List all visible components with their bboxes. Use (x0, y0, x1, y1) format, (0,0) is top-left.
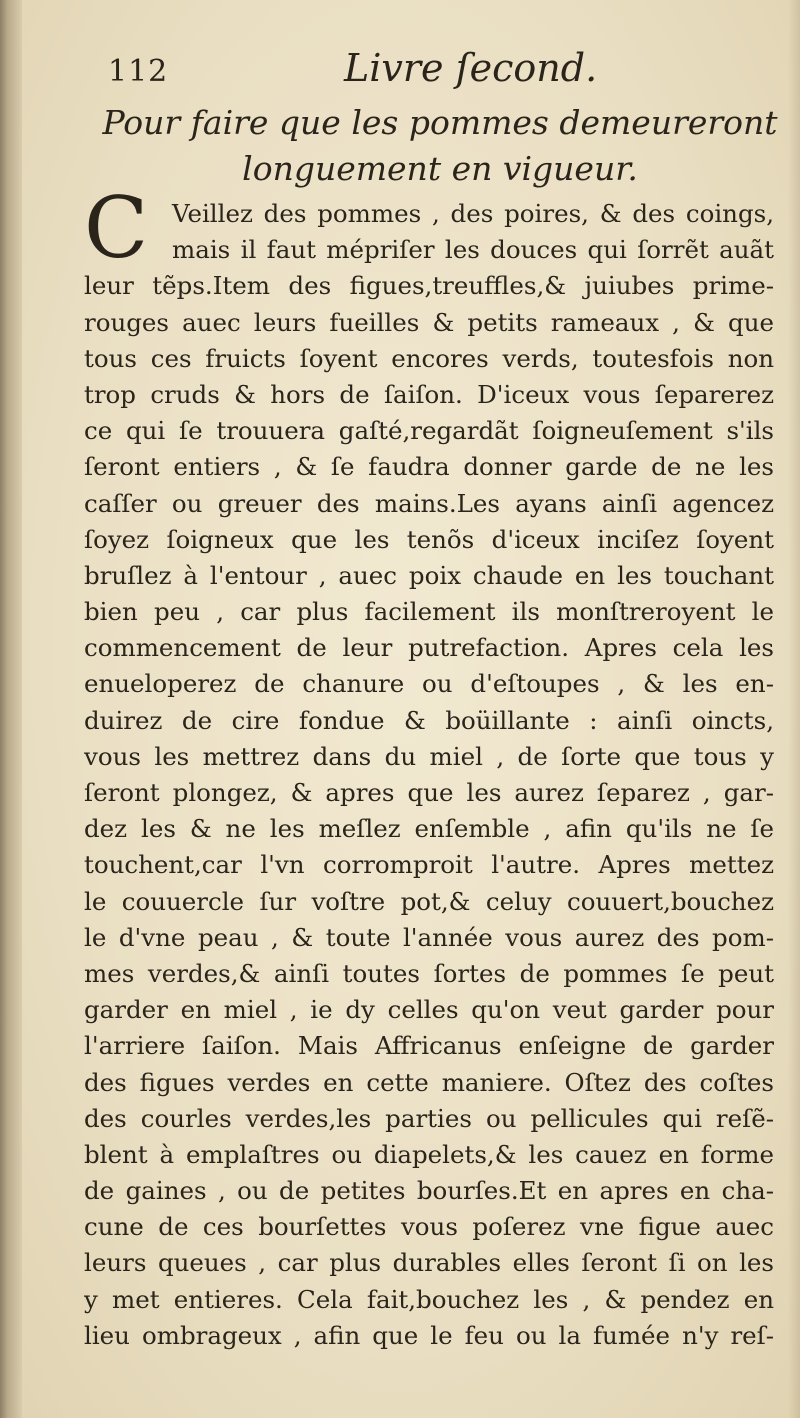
text-line: bien peu , car plus facilement ils monſtreroyent le (84, 597, 774, 627)
running-title: Livre ſecond. (344, 46, 598, 90)
body-text (84, 179, 774, 1354)
text-line: rouges auec leurs fueilles & petits rameaux , & que (84, 307, 774, 337)
binding-gutter (0, 0, 22, 1418)
text-line: leur tẽps.Item des figues,treuffles,& juiubes prime- (84, 271, 774, 301)
text-line: cune de ces bourſettes vous poſerez vne figue auec (84, 1212, 774, 1242)
text-line: ſoyez ſoigneux que les tenõs d'iceux inciſez ſoyent (84, 524, 774, 554)
text-line: le couuercle ſur voſtre pot,& celuy couuert,bouchez (84, 886, 774, 916)
text-line: lieu ombrageux , afin que le feu ou la fumée n'y reſ- (84, 1320, 774, 1350)
text-line: bruſlez à l'entour , auec poix chaude en les touchant (84, 560, 774, 590)
text-line: mais il faut mépriſer les douces qui ſorrẽt auãt (172, 235, 774, 265)
text-line: blent à emplaſtres ou diapelets,& les cauez en forme (84, 1139, 774, 1169)
text-line: vous les mettrez dans du miel , de ſorte que tous y (84, 741, 774, 771)
text-line: tous ces fruicts ſoyent encores verds, toutesfois non (84, 343, 774, 373)
text-line: leurs queues , car plus durables elles ſeront ſi on les (84, 1248, 774, 1278)
page-edge-shadow (788, 0, 800, 1418)
text-line: des courles verdes,les parties ou pellicules qui reſẽ- (84, 1103, 774, 1133)
text-line: duirez de cire fondue & boüillante : ainſi oincts, (84, 705, 774, 735)
page-number: 112 (108, 54, 169, 89)
text-line: enueloperez de chanure ou d'eſtoupes , & les en- (84, 669, 774, 699)
chapter-title (100, 100, 780, 192)
page-header (108, 46, 768, 96)
text-line: dez les & ne les meſlez enſemble , afin qu'ils ne ſe (84, 814, 774, 844)
text-line: garder en miel , ie dy celles qu'on veut garder pour (84, 995, 774, 1025)
text-line: Veillez des pommes , des poires, & des coings, (172, 199, 774, 228)
text-line: ſeront plongez, & apres que les aurez ſeparez , gar- (84, 778, 774, 807)
text-line: y met entieres. Cela fait,bouchez les , & pendez en (84, 1284, 774, 1314)
chapter-title-line: Pour faire que les pommes demeureront (102, 103, 778, 142)
text-line: le d'vne peau , & toute l'année vous aurez des pom- (84, 922, 774, 952)
drop-cap: C (84, 179, 149, 277)
text-line: ce qui ſe trouuera gaſté,regardãt ſoigneuſement s'ils (84, 416, 774, 446)
chapter-title-line: longuement en vigueur. (242, 149, 638, 188)
text-line: trop cruds & hors de ſaiſon. D'iceux vous ſeparerez (84, 379, 774, 409)
text-line: touchent,car l'vn corromproit l'autre. Apres mettez (84, 850, 774, 880)
text-line: mes verdes,& ainſi toutes ſortes de pommes ſe peut (84, 958, 774, 988)
text-line: ſeront entiers , & ſe faudra donner garde de ne les (84, 452, 774, 482)
text-line: commencement de leur putrefaction. Apres cela les (84, 633, 774, 663)
text-line: caſſer ou greuer des mains.Les ayans ainſi agencez (84, 488, 774, 518)
text-line: l'arriere ſaiſon. Mais Affricanus enſeigne de garder (84, 1031, 774, 1061)
text-line: de gaines , ou de petites bourſes.Et en apres en cha- (84, 1176, 774, 1206)
text-line: des figues verdes en cette maniere. Oſtez des coſtes (84, 1067, 774, 1097)
